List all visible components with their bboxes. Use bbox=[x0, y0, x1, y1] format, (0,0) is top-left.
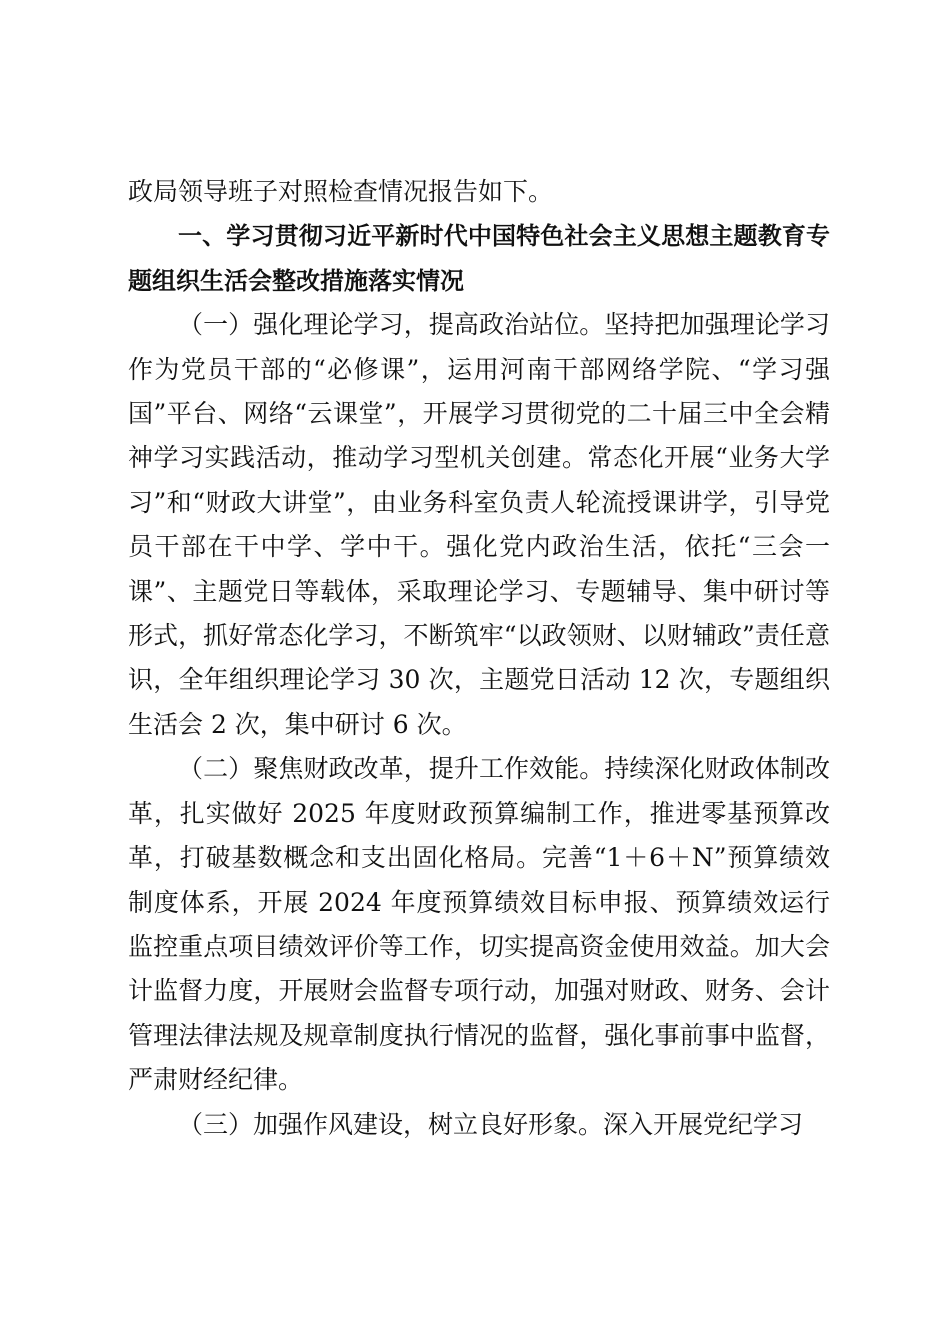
section-heading-1: 一、学习贯彻习近平新时代中国特色社会主义思想主题教育专题组织生活会整改措施落实情况 bbox=[128, 222, 830, 295]
paragraph-theory-study: （一）强化理论学习，提高政治站位。坚持把加强理论学习作为党员干部的“必修课”，运用河南干部网络学院、“学习强国”平台、网络“云课堂”，开展学习贯彻党的二十届三中全会精神学习实践活动，推动学习型机关创建。常态化开展“业务大学习”和“财政大讲堂”，由业务科室负责人轮流授课讲学，引导党员干部在干中学、学中干。强化党内政治生活，依托“三会一课”、主题党日等载体，采取理论学习、专题辅导、集中研讨等形式，抓好常态化学习，不断筑牢“以政领财、以财辅政”责任意识，全年组织理论学习 30 次，主题党日活动 12 次，专题组织生活会 2 次，集中研讨 6 次。 bbox=[128, 310, 830, 739]
paragraph-fiscal-reform: （二）聚焦财政改革，提升工作效能。持续深化财政体制改革，扎实做好 2025 年度财政预算编制工作，推进零基预算改革，打破基数概念和支出固化格局。完善“1＋6＋N”预算绩效制度体系，开展 2024 年度预算绩效目标申报、预算绩效运行监控重点项目绩效评价等工作，切实提高资金使用效益。加大会计监督力度，开展财会监督专项行动，加强对财政、财务、会计管理法律法规及规章制度执行情况的监督，强化事前事中监督，严肃财经纪律。 bbox=[128, 754, 830, 1095]
paragraph-work-style: （三）加强作风建设，树立良好形象。深入开展党纪学习 bbox=[178, 1109, 804, 1139]
paragraph-intro-ending: 政局领导班子对照检查情况报告如下。 bbox=[128, 177, 554, 206]
document-body bbox=[128, 170, 830, 1147]
